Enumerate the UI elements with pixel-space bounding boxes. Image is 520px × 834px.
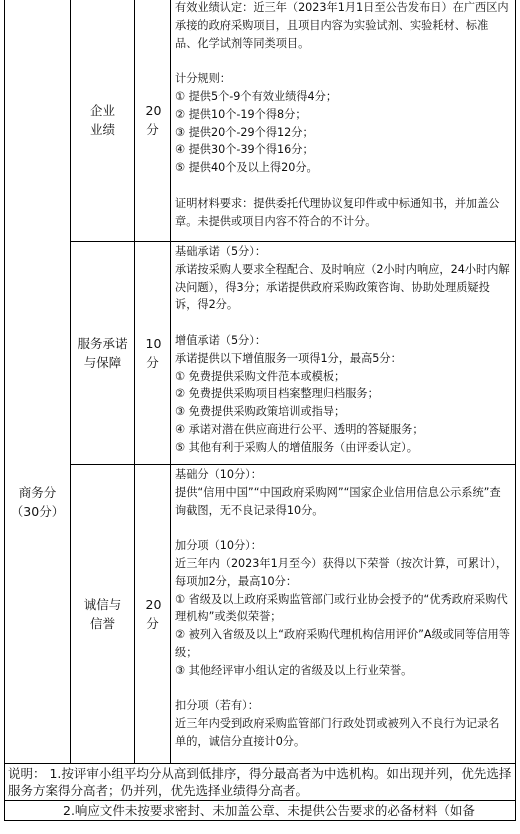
note-cell <box>5 801 516 821</box>
criteria-line: ④ 承诺对潜在供应商进行公平、透明的答疑服务； <box>175 422 424 436</box>
score-label: 10分 <box>145 336 162 370</box>
subcategory-label: 诚信与信誉 <box>83 597 122 631</box>
score-cell <box>135 465 171 764</box>
criteria-line: ② 免费提供采购项目档案整理归档服务； <box>175 387 379 401</box>
criteria-line <box>175 519 510 537</box>
criteria-line: 基础分（10分）： <box>175 468 262 481</box>
table-row <box>5 801 516 821</box>
criteria-cell <box>171 0 516 242</box>
subcategory-cell <box>71 242 135 465</box>
criteria-line <box>175 680 510 698</box>
note-line: 2.响应文件未按要求密封、未加盖公章、未提供公告要求的必备材料（如备 <box>63 803 475 818</box>
subcategory-label: 服务承诺与保障 <box>77 336 128 370</box>
criteria-line: 增值承诺（5分）： <box>175 333 267 347</box>
criteria-line <box>175 52 510 70</box>
table-row <box>5 764 516 801</box>
criteria-line: ② 提供10个-19个得8分； <box>175 107 307 121</box>
note-line: 说明： 1.按评审小组平均分从高到低排序，得分最高者为中选机构。如出现并列，优先选择服务方案得分高者；仍并列，优先选择业绩得分高者。 <box>8 766 512 798</box>
category-cell <box>5 0 71 242</box>
criteria-line: ⑤ 提供40个及以上得20分。 <box>175 161 318 175</box>
criteria-line: ① 免费提供采购文件范本或模板； <box>175 369 346 383</box>
criteria-line: 近三年内（2023年1月至今）获得以下荣誉（按次计算，可累计），每项加2分，最高10分： <box>175 556 508 588</box>
table-row <box>5 465 516 764</box>
table-row <box>5 0 516 242</box>
table-row <box>5 242 516 465</box>
criteria-line: ③ 提供20个-29个得12分； <box>175 125 314 139</box>
criteria-line: 有效业绩认定：近三年（2023年1月1日至公告发布日）在广西区内承接的政府采购项目，且项目内容为实验试剂、实验耗材、标准品、化学试剂等同类项目。 <box>175 1 509 50</box>
criteria-line: 承诺按采购人要求全程配合、及时响应（2小时内响应，24小时内解决问题），得3分；承诺提供政府采购政策咨询、协助处理质疑投诉，得2分。 <box>175 262 510 312</box>
criteria-line: 证明材料要求：提供委托代理协议复印件或中标通知书，并加盖公章。未提供或项目内容不符合的不计分。 <box>175 196 500 228</box>
criteria-line: ④ 提供30个-39个得16分； <box>175 143 314 157</box>
scoring-table <box>4 0 516 821</box>
subcategory-cell <box>71 465 135 764</box>
category-cell <box>5 242 71 764</box>
criteria-line <box>175 314 510 332</box>
criteria-cell <box>171 242 516 465</box>
criteria-line: 近三年内受到政府采购监管部门行政处罚或被列入不良行为记录名单的，诚信分直接计0分。 <box>175 717 500 748</box>
score-cell <box>135 0 171 242</box>
score-label: 20分 <box>145 102 162 137</box>
criteria-cell <box>171 465 516 764</box>
criteria-line <box>175 177 510 195</box>
criteria-line: 基础承诺（5分）： <box>175 245 267 258</box>
criteria-line: ② 被列入省级及以上“政府采购代理机构信用评价”A级或同等信用等级； <box>175 628 510 659</box>
criteria-line: 提供“信用中国”“中国政府采购网”“国家企业信用信息公示系统”查询截图，无不良记录得10分。 <box>175 485 501 517</box>
criteria-line: ① 省级及以上政府采购监管部门或行业协会授予的“优秀政府采购代理机构”或类似荣誉； <box>175 592 508 624</box>
criteria-line: ① 提供5个-9个有效业绩得4分； <box>175 89 338 103</box>
score-label: 20分 <box>145 597 162 631</box>
category-label: 商务分（30分） <box>10 485 65 520</box>
subcategory-cell <box>71 0 135 242</box>
criteria-line: ③ 免费提供采购政策培训或指导； <box>175 405 346 419</box>
note-cell <box>5 764 516 801</box>
criteria-line: ③ 其他经评审小组认定的省级及以上行业荣誉。 <box>175 663 413 677</box>
criteria-line: 扣分项（若有）： <box>175 699 259 713</box>
criteria-line: 计分规则： <box>175 72 231 86</box>
subcategory-label: 企业业绩 <box>89 102 115 137</box>
score-cell <box>135 242 171 465</box>
criteria-line: ⑤ 其他有利于采购人的增值服务（由评委认定）。 <box>175 440 418 454</box>
criteria-line: 加分项（10分）： <box>175 539 262 553</box>
criteria-line: 承诺提供以下增值服务一项得1分，最高5分： <box>175 351 402 365</box>
